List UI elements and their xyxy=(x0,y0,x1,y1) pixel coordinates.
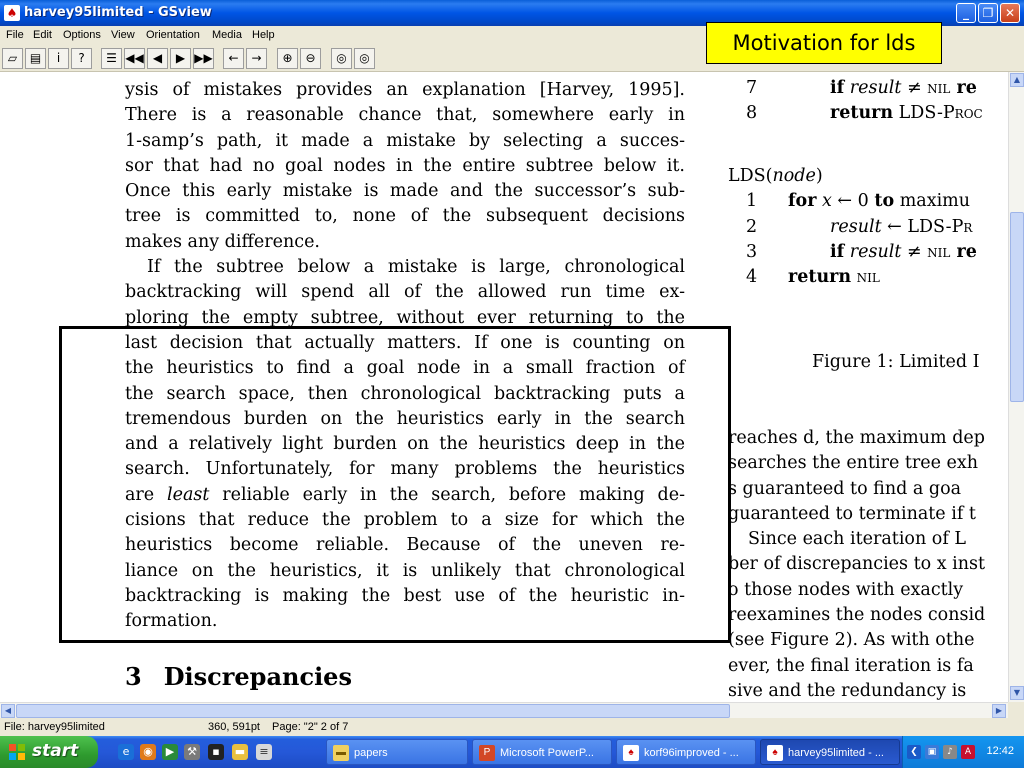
text-line: o those nodes with exactly xyxy=(728,579,964,600)
text-line: liance on the heuristics, it is unlikely that chronological xyxy=(125,560,685,581)
forward-icon[interactable]: → xyxy=(246,48,267,69)
text-line: ever, the final iteration is fa xyxy=(728,655,974,676)
ie-icon[interactable]: e xyxy=(118,744,134,760)
maximize-button[interactable]: ❐ xyxy=(978,3,998,23)
expression-fragment: maximu xyxy=(894,191,971,211)
text-line: s guaranteed to find a goa xyxy=(728,478,962,499)
text-line: 1-samp’s path, it made a mistake by selecting a succes- xyxy=(125,130,685,151)
text-line: ysis of mistakes provides an explanation [Harvey, 1995]. xyxy=(125,80,685,100)
keyword: if xyxy=(830,78,845,98)
keyword: return xyxy=(788,267,852,287)
procedure-name-suffix: roc xyxy=(954,103,983,123)
powerpoint-icon: P xyxy=(479,745,495,761)
start-button[interactable] xyxy=(0,736,98,768)
line-number: 4 xyxy=(746,267,758,287)
text-run: are xyxy=(125,484,167,505)
variable: x xyxy=(816,191,832,211)
text-run: reliable early in the search, before making de- xyxy=(209,484,685,505)
section-number: 3 xyxy=(125,662,142,691)
task-label: harvey95limited - ... xyxy=(788,747,884,759)
taskbar-item-powerpoint[interactable] xyxy=(472,739,612,765)
menu-options[interactable]: Options xyxy=(63,29,101,41)
line-number: 1 xyxy=(746,191,758,211)
algorithm-lds-line-3 xyxy=(746,242,977,262)
procedure-name-suffix: r xyxy=(963,217,973,237)
print-icon[interactable]: ▤ xyxy=(25,48,46,69)
text-line: guaranteed to terminate if t xyxy=(728,503,976,524)
line-number: 3 xyxy=(746,242,758,262)
start-label: start xyxy=(32,741,79,761)
zoom-in-icon[interactable]: ⊕ xyxy=(277,48,298,69)
figure-caption: Figure 1: Limited I xyxy=(812,352,980,372)
vertical-scroll-thumb[interactable] xyxy=(1010,212,1024,402)
status-page: Page: "2" 2 of 7 xyxy=(272,721,349,733)
task-label: papers xyxy=(354,747,388,759)
open-icon[interactable]: ▱ xyxy=(2,48,23,69)
gsview-icon: ♠ xyxy=(623,745,639,761)
highlight-rectangle xyxy=(59,326,731,643)
info-icon[interactable]: i xyxy=(48,48,69,69)
taskbar-item-papers[interactable] xyxy=(326,739,468,765)
last-page-icon[interactable]: ▶▶ xyxy=(193,48,214,69)
taskbar-item-harvey95limited[interactable] xyxy=(760,739,900,765)
text-line: ploring the empty subtree, without ever returning to the xyxy=(125,307,685,328)
algorithm-lds-header xyxy=(728,166,823,186)
variable: result xyxy=(830,217,882,237)
back-icon[interactable]: ← xyxy=(223,48,244,69)
gsview-icon: ♠ xyxy=(4,5,20,21)
menu-edit[interactable]: Edit xyxy=(33,29,52,41)
text-line: makes any difference. xyxy=(125,231,320,252)
procedure-name: LDS-P xyxy=(893,103,955,123)
procedure-name: LDS( xyxy=(728,166,773,186)
variable: result xyxy=(849,78,902,98)
scroll-corner xyxy=(1008,702,1024,718)
horizontal-scroll-thumb[interactable] xyxy=(16,704,730,718)
status-bar xyxy=(0,718,1024,736)
text-line: ber of discrepancies to x inst xyxy=(728,554,986,575)
zoom-out-icon[interactable]: ⊖ xyxy=(300,48,321,69)
text-line: If the subtree below a mistake is large, chronological xyxy=(147,257,685,278)
task-label: korf96improved - ... xyxy=(644,747,739,759)
previous-page-icon[interactable]: ◀ xyxy=(147,48,168,69)
taskbar-item-korf96improved[interactable] xyxy=(616,739,756,765)
volume-icon[interactable]: ♪ xyxy=(943,745,957,759)
scroll-up-icon[interactable]: ▲ xyxy=(1010,73,1024,87)
keyword: if xyxy=(830,242,845,262)
constant: nil xyxy=(927,242,951,262)
network-icon[interactable]: ▣ xyxy=(925,745,939,759)
status-file: File: harvey95limited xyxy=(4,721,105,733)
menu-view[interactable]: View xyxy=(111,29,135,41)
operator: ≠ xyxy=(901,242,928,262)
text-line: (see Figure 2). As with othe xyxy=(728,630,975,651)
text-line: There is a reasonable chance that, somewhere early in xyxy=(125,105,685,126)
constant: nil xyxy=(851,267,880,287)
find-icon[interactable]: ◎ xyxy=(331,48,352,69)
text-line: heuristics become reliable. Because of the uneven re- xyxy=(125,535,685,556)
keyword: return xyxy=(830,103,894,123)
close-button[interactable]: ✕ xyxy=(1000,3,1020,23)
callout-label: Motivation for lds xyxy=(706,22,942,64)
tool-icon[interactable]: ⚒ xyxy=(184,744,200,760)
scroll-down-icon[interactable]: ▼ xyxy=(1010,686,1024,700)
scroll-left-icon[interactable]: ◀ xyxy=(1,704,15,718)
keyword-fragment: re xyxy=(950,242,977,262)
algorithm-lds-line-1 xyxy=(746,191,970,211)
text-line: last decision that actually matters. If one is counting on xyxy=(125,332,685,353)
windows-flag-icon xyxy=(8,743,26,761)
text-line: and a relatively light burden on the heuristics deep in the xyxy=(125,434,685,455)
scroll-right-icon[interactable]: ▶ xyxy=(992,704,1006,718)
help-icon[interactable]: ? xyxy=(71,48,92,69)
text-line: tree is committed to, none of the subsequent decisions xyxy=(125,206,685,227)
text-line: sive and the redundancy is xyxy=(728,680,967,701)
operator: ≠ xyxy=(901,78,928,98)
vertical-scrollbar[interactable] xyxy=(1008,72,1024,702)
paren: ) xyxy=(815,166,823,186)
keyword: to xyxy=(874,191,895,211)
line-number: 2 xyxy=(746,217,758,237)
line-number: 8 xyxy=(746,103,758,123)
section-title: Discrepancies xyxy=(163,662,352,691)
right-column-text xyxy=(728,426,1008,702)
task-label: Microsoft PowerP... xyxy=(500,747,594,759)
terminal-icon[interactable]: ▪ xyxy=(208,744,224,760)
emphasis-least: least xyxy=(167,484,210,505)
constant: nil xyxy=(927,78,951,98)
algorithm-lds-line-2 xyxy=(746,217,972,237)
window-title: harvey95limited - GSview xyxy=(24,5,212,20)
text-line: backtracking is making the best use of the heuristic in- xyxy=(125,585,685,606)
folder-icon: ▬ xyxy=(333,745,349,761)
gsview-icon: ♠ xyxy=(767,745,783,761)
status-coords: 360, 591pt xyxy=(208,721,260,733)
assignment: ← LDS-P xyxy=(881,217,964,237)
section-heading xyxy=(125,662,352,691)
text-line: sor that had no goal nodes in the entire subtree below it. xyxy=(125,155,685,176)
keyword-fragment: re xyxy=(950,78,977,98)
parameter: node xyxy=(772,166,816,186)
horizontal-scrollbar[interactable] xyxy=(0,702,1008,718)
document-view[interactable] xyxy=(0,72,1008,702)
text-line: Once this early mistake is made and the successor’s sub- xyxy=(125,181,685,202)
text-line: the search space, then chronological backtracking puts a xyxy=(125,383,685,404)
media-player-icon[interactable]: ▶ xyxy=(162,744,178,760)
text-line: formation. xyxy=(125,611,218,632)
menu-file[interactable]: File xyxy=(6,29,24,41)
line-number: 7 xyxy=(746,78,758,98)
text-line: the heuristics to find a goal node in a small fraction of xyxy=(125,358,685,379)
text-line: Since each iteration of L xyxy=(748,529,966,550)
folder-icon[interactable]: ▬ xyxy=(232,744,248,760)
keyword: for xyxy=(788,191,817,211)
text-line: reexamines the nodes consid xyxy=(728,605,986,626)
assignment: ← 0 xyxy=(831,191,875,211)
text-line: search. Unfortunately, for many problems the heuristics xyxy=(125,459,685,480)
minimize-button[interactable]: _ xyxy=(956,3,976,23)
algorithm-line-7 xyxy=(746,78,977,98)
system-tray xyxy=(902,736,1024,768)
notepad-icon[interactable]: ≡ xyxy=(256,744,272,760)
first-page-icon[interactable]: ◀◀ xyxy=(124,48,145,69)
menu-orientation[interactable]: Orientation xyxy=(146,29,200,41)
text-line: backtracking will spend all of the allowed run time ex- xyxy=(125,282,685,303)
clock: 12:42 xyxy=(986,745,1014,757)
text-line: tremendous burden on the heuristics early in the search xyxy=(125,408,685,429)
menu-media[interactable]: Media xyxy=(212,29,242,41)
text-line: reaches d, the maximum dep xyxy=(728,428,985,448)
ati-icon[interactable]: A xyxy=(961,745,975,759)
text-line: searches the entire tree exh xyxy=(728,453,979,474)
menu-help[interactable]: Help xyxy=(252,29,275,41)
variable: result xyxy=(844,242,902,262)
taskbar xyxy=(0,736,1024,768)
next-page-icon[interactable]: ▶ xyxy=(170,48,191,69)
find-next-icon[interactable]: ◎ xyxy=(354,48,375,69)
go-to-page-icon[interactable]: ☰ xyxy=(101,48,122,69)
firefox-icon[interactable]: ◉ xyxy=(140,744,156,760)
algorithm-line-8 xyxy=(746,103,983,123)
algorithm-lds-line-4 xyxy=(746,267,880,287)
tray-expand-icon[interactable]: ❮ xyxy=(907,745,921,759)
text-line: cisions that reduce the problem to a size for which the xyxy=(125,510,685,531)
